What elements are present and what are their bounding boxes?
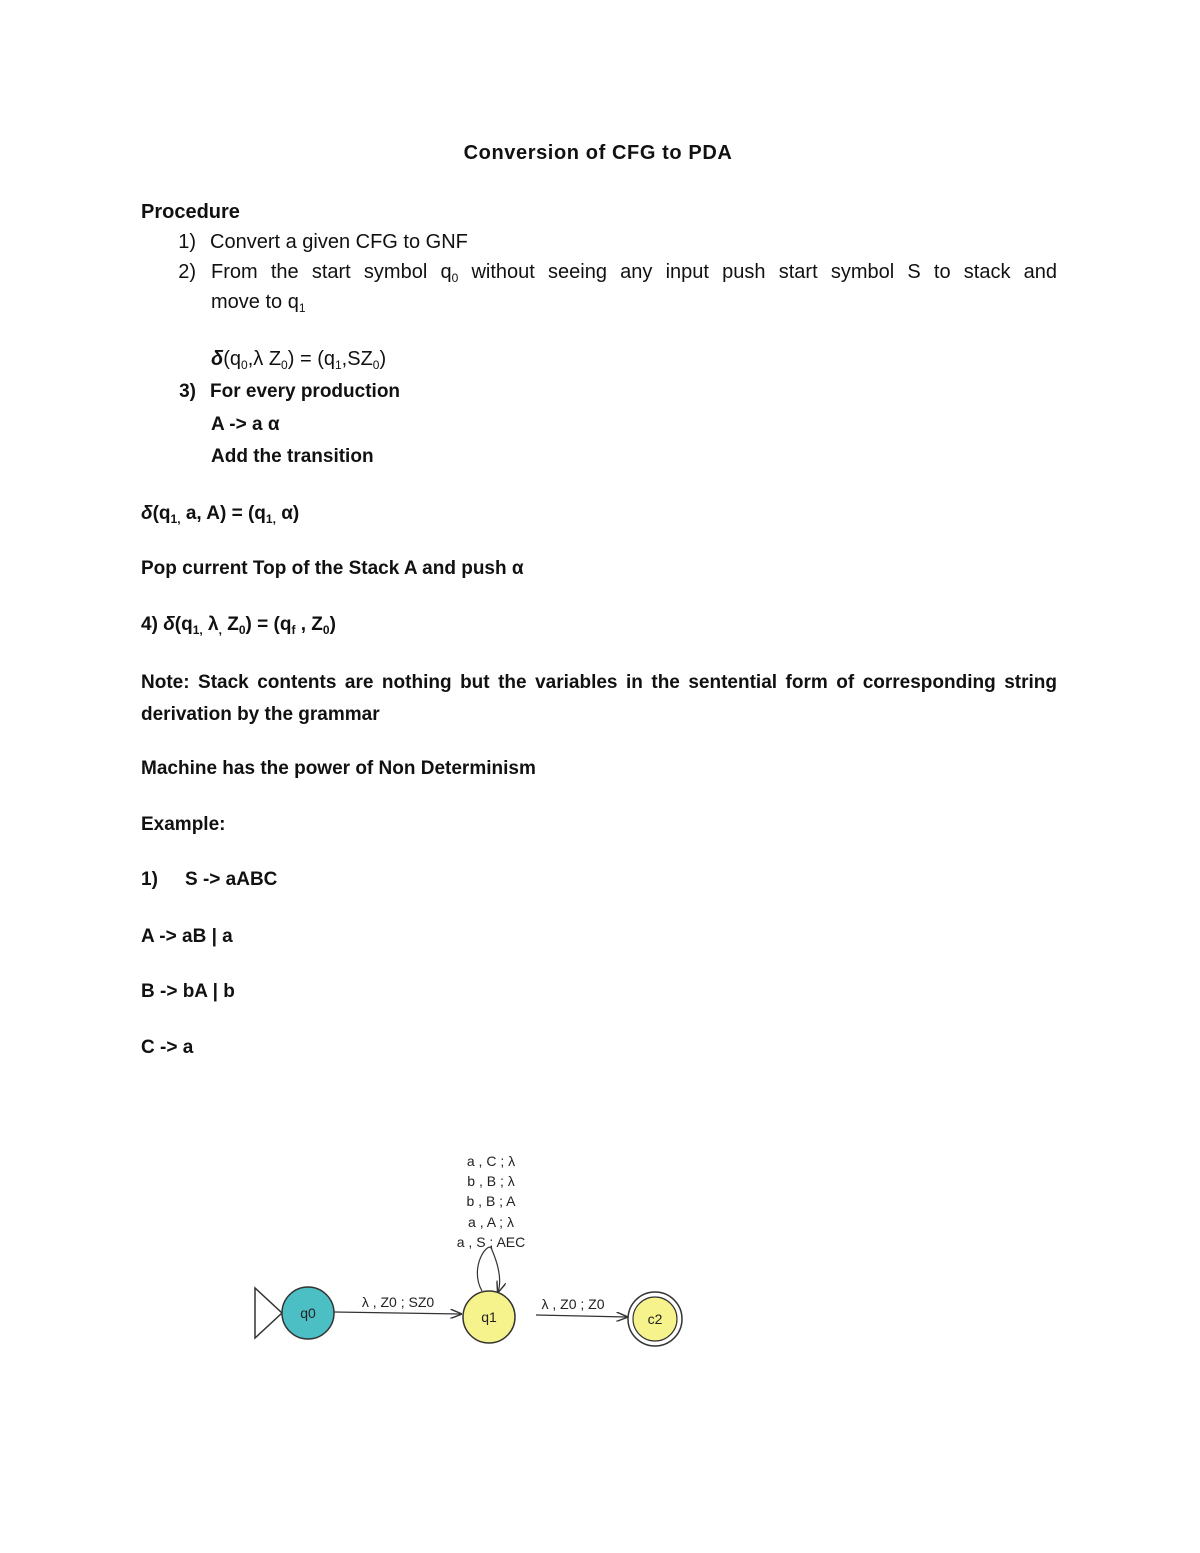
grammar-rule-3: B -> bA | b xyxy=(141,981,235,1002)
step-number: 1) xyxy=(178,231,196,253)
state-q1-label: q1 xyxy=(481,1309,497,1325)
transition-formula: $\delta(q_{1,}$ a, $A) = (q_{1,}$ α) xyxy=(141,503,300,526)
step-1 xyxy=(160,231,468,254)
note-paragraph: Note: Stack contents are nothing but the variables in the sentential form of corresponding string derivation by the grammar xyxy=(141,672,1057,725)
state-q2-label: c2 xyxy=(647,1311,663,1327)
edge-q0-q1-label: λ , Z0 ; SZ0 xyxy=(361,1294,435,1310)
step-text: For every production xyxy=(210,381,401,402)
step-number: 3) xyxy=(179,381,196,402)
start-arrow-icon xyxy=(255,1288,282,1338)
step-3-add-transition: Add the transition xyxy=(211,446,374,467)
edge-q0-q1 xyxy=(334,1312,461,1314)
step-4: 4) $\delta(q_{1,}$ $\lambda_,$ $Z_0) = (q_f$ , $Z_0$) xyxy=(141,614,336,637)
grammar-rule-4: C -> a xyxy=(141,1037,194,1058)
page-title: Conversion of CFG to PDA xyxy=(463,142,733,164)
loop-label: b , B ; λ xyxy=(467,1173,515,1189)
loop-label: a , C ; λ xyxy=(466,1153,516,1169)
procedure-heading: Procedure xyxy=(141,201,240,223)
grammar-rule-2: A -> aB | a xyxy=(141,926,233,947)
step-2-line-2: move to $q_1$ xyxy=(211,291,306,315)
edge-q1-q2-label: λ , Z0 ; Z0 xyxy=(541,1296,605,1312)
loop-label: b , B ; A xyxy=(466,1193,516,1209)
step-2-formula: $\delta(q_0,\lambda$ $Z_0) = (q_1,SZ_0)$ xyxy=(211,348,387,372)
step-2 xyxy=(160,261,210,284)
edge-q1-q2 xyxy=(536,1315,627,1317)
example-heading: Example: xyxy=(141,814,226,835)
machine-line: Machine has the power of Non Determinism xyxy=(141,758,536,779)
grammar-rule-1: 1) S -> aABC xyxy=(141,869,278,890)
state-q0-label: q0 xyxy=(300,1305,316,1321)
step-2-line-1: From the start symbol $q_0$ without seeing any input push start symbol S to stack and xyxy=(211,261,1058,285)
pda-diagram xyxy=(240,1140,710,1360)
step-3-production: A -> a α xyxy=(211,414,280,435)
step-3 xyxy=(160,381,400,403)
step-text: Convert a given CFG to GNF xyxy=(210,231,468,253)
step-number: 2) xyxy=(178,261,196,283)
self-loop-q1 xyxy=(477,1247,499,1292)
pop-line: Pop current Top of the Stack A and push α xyxy=(141,558,524,579)
loop-label: a , S ; AEC xyxy=(456,1234,526,1250)
loop-label: a , A ; λ xyxy=(468,1214,514,1230)
